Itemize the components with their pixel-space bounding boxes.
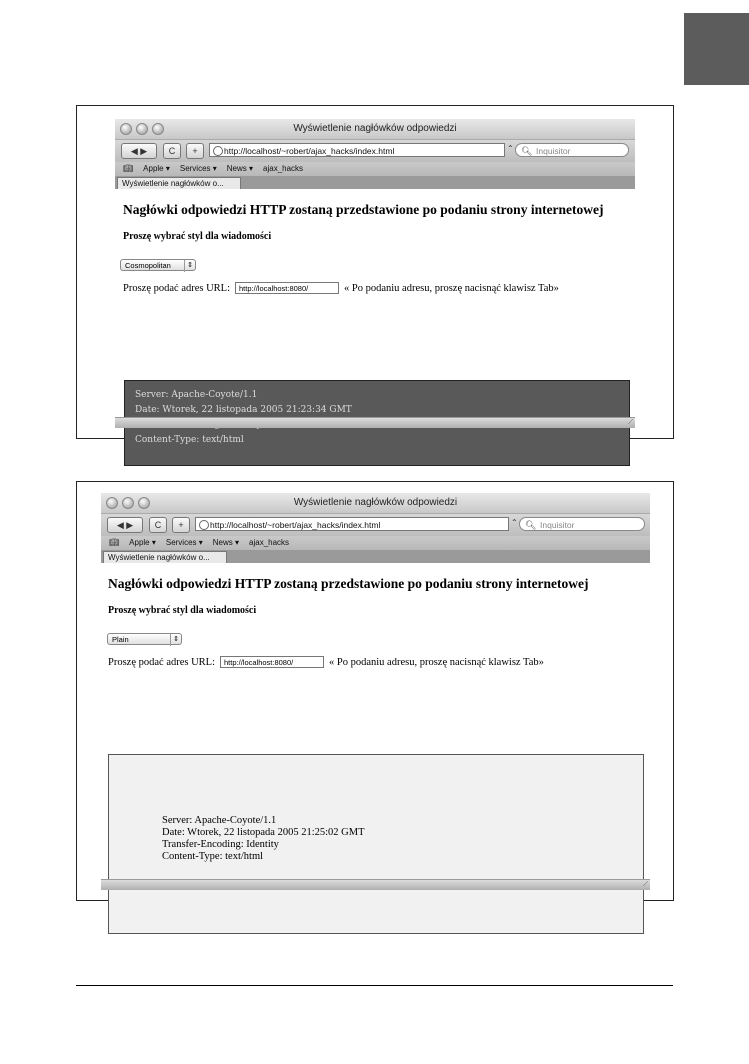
thumb-index-tab: [684, 13, 749, 85]
toolbar: [115, 140, 635, 162]
bookmark-news[interactable]: News ▾: [212, 538, 240, 547]
style-label: Proszę wybrać styl dla wiadomości: [108, 605, 257, 616]
page-heading: Nagłówki odpowiedzi HTTP zostaną przedstawione po podaniu strony internetowej: [123, 202, 604, 217]
resize-grip-icon[interactable]: ⟋: [628, 419, 633, 426]
bookmark-services[interactable]: Services ▾: [179, 164, 217, 173]
resize-grip-icon[interactable]: ⟋: [643, 881, 648, 888]
bookmarks-bar: [101, 536, 650, 550]
header-line: Content-Type: text/html: [135, 435, 244, 445]
add-bookmark-button[interactable]: +: [186, 143, 204, 159]
style-select[interactable]: [107, 633, 182, 645]
figure-2: [76, 481, 674, 901]
back-forward-button[interactable]: ◀ ▶: [121, 143, 157, 159]
style-select-value: Plain: [112, 635, 129, 644]
headers-output: [108, 754, 644, 934]
search-field[interactable]: [519, 517, 645, 531]
window-title: Wyświetlenie nagłówków odpowiedzi: [293, 497, 458, 508]
style-label: Proszę wybrać styl dla wiadomości: [123, 231, 272, 242]
toolbar: [101, 514, 650, 536]
back-forward-button[interactable]: ◀ ▶: [107, 517, 143, 533]
search-icon: 🔍︎: [521, 146, 533, 156]
bookmarks-bar: [115, 162, 635, 176]
tab-active[interactable]: Wyświetlenie nagłówków o...: [103, 551, 227, 563]
url-input[interactable]: http://localhost:8080/: [235, 282, 339, 294]
status-bar: [115, 417, 635, 428]
style-select[interactable]: [120, 259, 196, 271]
reload-button[interactable]: C: [149, 517, 167, 533]
page-heading: Nagłówki odpowiedzi HTTP zostaną przedstawione po podaniu strony internetowej: [108, 576, 589, 591]
select-arrows-icon: ⇕: [170, 634, 179, 646]
figure-1: [76, 105, 674, 445]
page-content: [101, 563, 650, 873]
status-bar: [101, 879, 650, 890]
search-field[interactable]: [515, 143, 629, 157]
title-bar: [115, 119, 635, 140]
search-placeholder: Inquisitor: [540, 520, 575, 530]
reload-button[interactable]: C: [163, 143, 181, 159]
browser-window: [101, 493, 650, 890]
url-input[interactable]: http://localhost:8080/: [220, 656, 324, 668]
header-line: Date: Wtorek, 22 listopada 2005 21:25:02 GMT: [162, 827, 365, 838]
bookmark-news[interactable]: News ▾: [226, 164, 254, 173]
bookmark-services[interactable]: Services ▾: [165, 538, 203, 547]
url-row: [108, 656, 544, 668]
style-select-value: Cosmopolitan: [125, 261, 171, 270]
address-history-icon[interactable]: ⌃: [511, 518, 518, 527]
bookmark-apple[interactable]: Apple ▾: [129, 538, 156, 547]
url-hint: « Po podaniu adresu, proszę nacisnąć klawisz Tab»: [344, 282, 559, 294]
browser-window: [115, 119, 635, 445]
book-icon[interactable]: 📖︎: [123, 164, 134, 173]
header-line: Date: Wtorek, 22 listopada 2005 21:23:34 GMT: [135, 405, 352, 415]
window-title: Wyświetlenie nagłówków odpowiedzi: [293, 123, 457, 134]
url-label: Proszę podać adres URL:: [108, 656, 216, 668]
tab-active[interactable]: Wyświetlenie nagłówków o...: [117, 177, 241, 189]
globe-icon: [199, 520, 209, 530]
bookmark-ajax-hacks[interactable]: ajax_hacks: [263, 164, 304, 173]
tab-bar: [115, 176, 635, 189]
add-bookmark-button[interactable]: +: [172, 517, 190, 533]
search-icon: 🔍︎: [525, 520, 537, 530]
url-label: Proszę podać adres URL:: [123, 282, 231, 294]
header-line: Server: Apache-Coyote/1.1: [162, 815, 277, 826]
globe-icon: [213, 146, 223, 156]
bookmark-apple[interactable]: Apple ▾: [143, 164, 170, 173]
header-line: Transfer-Encoding: Identity: [162, 839, 279, 850]
header-line: Content-Type: text/html: [162, 851, 264, 862]
url-hint: « Po podaniu adresu, proszę nacisnąć klawisz Tab»: [329, 656, 544, 668]
address-bar-text: http://localhost/~robert/ajax_hacks/index.html: [210, 520, 381, 530]
page-content: [115, 189, 635, 445]
tab-bar: [101, 550, 650, 563]
address-bar-text: http://localhost/~robert/ajax_hacks/index.html: [224, 146, 395, 156]
bookmark-ajax-hacks[interactable]: ajax_hacks: [249, 538, 290, 547]
header-line: Server: Apache-Coyote/1.1: [135, 390, 258, 400]
title-bar: [101, 493, 650, 514]
address-bar[interactable]: [209, 143, 505, 157]
url-row: [123, 282, 559, 294]
select-arrows-icon: ⇕: [184, 260, 193, 272]
search-placeholder: Inquisitor: [536, 146, 571, 156]
footer-rule: [76, 985, 673, 986]
address-bar[interactable]: [195, 517, 509, 531]
address-history-icon[interactable]: ⌃: [507, 144, 514, 153]
book-icon[interactable]: 📖︎: [109, 538, 120, 547]
